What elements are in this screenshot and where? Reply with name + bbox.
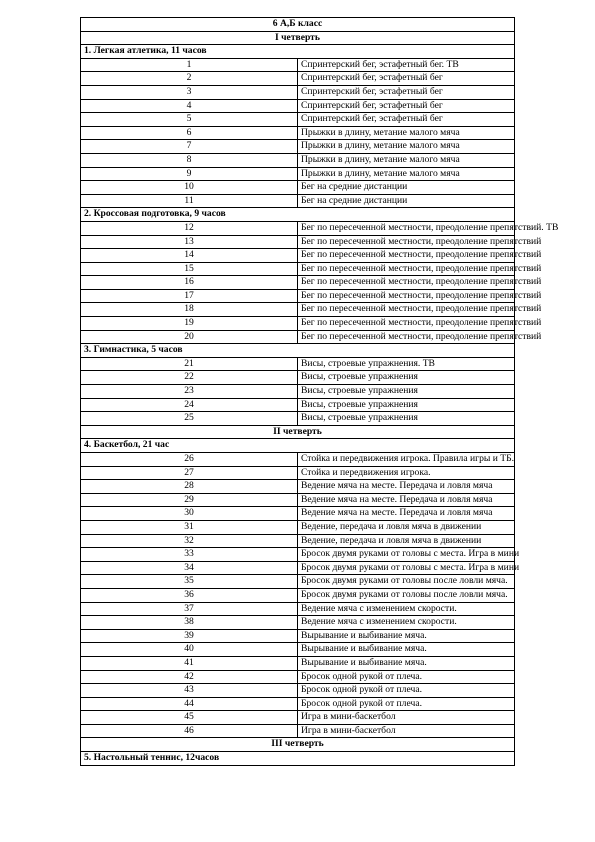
lesson-number: 19 [81, 317, 298, 331]
section-header-row [81, 344, 515, 358]
lesson-number: 38 [81, 616, 298, 630]
table-row [81, 317, 515, 331]
lesson-number: 20 [81, 330, 298, 344]
quarter-header: I четверть [81, 31, 515, 45]
table-row [81, 289, 515, 303]
table-row [81, 466, 515, 480]
lesson-number: 33 [81, 548, 298, 562]
lesson-topic: Бег по пересеченной местности, преодоление препятствий. ТВ [298, 221, 515, 235]
lesson-number: 23 [81, 385, 298, 399]
lesson-number: 24 [81, 398, 298, 412]
lesson-number: 41 [81, 656, 298, 670]
lesson-number: 28 [81, 480, 298, 494]
lesson-number: 17 [81, 289, 298, 303]
section-header: 5. Настольный теннис, 12часов [81, 752, 515, 766]
lesson-plan-sheet [80, 17, 559, 766]
table-row [81, 249, 515, 263]
lesson-number: 14 [81, 249, 298, 263]
table-row [81, 385, 515, 399]
section-header-row [81, 45, 515, 59]
lesson-number: 34 [81, 561, 298, 575]
lesson-topic: Спринтерский бег, эстафетный бег [298, 72, 515, 86]
lesson-plan-table [80, 17, 559, 766]
lesson-number: 36 [81, 588, 298, 602]
lesson-number: 15 [81, 262, 298, 276]
lesson-topic: Бег на средние дистанции [298, 181, 515, 195]
table-row [81, 167, 515, 181]
lesson-topic: Вырывание и выбивание мяча. [298, 656, 515, 670]
lesson-number: 16 [81, 276, 298, 290]
lesson-number: 39 [81, 629, 298, 643]
lesson-topic: Бег по пересеченной местности, преодоление препятствий [298, 289, 515, 303]
quarter-header-row [81, 31, 515, 45]
table-row [81, 724, 515, 738]
table-row [81, 303, 515, 317]
lesson-number: 11 [81, 194, 298, 208]
table-row [81, 493, 515, 507]
table-row [81, 629, 515, 643]
lesson-number: 32 [81, 534, 298, 548]
lesson-number: 30 [81, 507, 298, 521]
table-row [81, 507, 515, 521]
lesson-topic: Бег по пересеченной местности, преодоление препятствий [298, 276, 515, 290]
lesson-number: 46 [81, 724, 298, 738]
lesson-topic: Висы, строевые упражнения [298, 398, 515, 412]
lesson-topic: Игра в мини-баскетбол [298, 724, 515, 738]
quarter-header-row [81, 425, 515, 439]
lesson-topic: Висы, строевые упражнения [298, 385, 515, 399]
table-row [81, 398, 515, 412]
lesson-topic: Прыжки в длину, метание малого мяча [298, 153, 515, 167]
lesson-topic: Ведение мяча с изменением скорости. [298, 602, 515, 616]
table-row [81, 602, 515, 616]
lesson-number: 40 [81, 643, 298, 657]
table-row [81, 357, 515, 371]
section-header: 2. Кроссовая подготовка, 9 часов [81, 208, 515, 222]
table-row [81, 520, 515, 534]
table-row [81, 262, 515, 276]
lesson-number: 5 [81, 113, 298, 127]
quarter-header: III четверть [81, 738, 515, 752]
section-header-row [81, 439, 515, 453]
lesson-topic: Бег по пересеченной местности, преодоление препятствий [298, 262, 515, 276]
lesson-topic: Бросок одной рукой от плеча. [298, 670, 515, 684]
lesson-number: 2 [81, 72, 298, 86]
class-title-row [81, 18, 515, 32]
table-row [81, 194, 515, 208]
table-row [81, 371, 515, 385]
lesson-topic: Спринтерский бег, эстафетный бег [298, 113, 515, 127]
lesson-topic: Ведение мяча на месте. Передача и ловля мяча [298, 480, 515, 494]
lesson-topic: Спринтерский бег, эстафетный бег. ТВ [298, 58, 515, 72]
lesson-topic: Висы, строевые упражнения [298, 412, 515, 426]
section-header-row [81, 752, 515, 766]
table-row [81, 113, 515, 127]
lesson-number: 10 [81, 181, 298, 195]
lesson-topic: Бег по пересеченной местности, преодоление препятствий [298, 303, 515, 317]
lesson-topic: Стойка и передвижения игрока. [298, 466, 515, 480]
table-row [81, 670, 515, 684]
lesson-number: 21 [81, 357, 298, 371]
table-row [81, 575, 515, 589]
lesson-number: 9 [81, 167, 298, 181]
lesson-topic: Висы, строевые упражнения [298, 371, 515, 385]
lesson-topic: Бросок двумя руками от головы с места. Игра в мини [298, 548, 515, 562]
lesson-number: 1 [81, 58, 298, 72]
lesson-topic: Бросок одной рукой от плеча. [298, 684, 515, 698]
table-row [81, 453, 515, 467]
lesson-number: 31 [81, 520, 298, 534]
lesson-topic: Бег по пересеченной местности, преодоление препятствий [298, 330, 515, 344]
class-title: 6 А,Б класс [81, 18, 515, 32]
lesson-number: 22 [81, 371, 298, 385]
table-row [81, 480, 515, 494]
lesson-topic: Стойка и передвижения игрока. Правила игры и ТБ. [298, 453, 515, 467]
lesson-number: 44 [81, 697, 298, 711]
lesson-number: 25 [81, 412, 298, 426]
table-row [81, 697, 515, 711]
lesson-topic: Игра в мини-баскетбол [298, 711, 515, 725]
lesson-number: 18 [81, 303, 298, 317]
lesson-number: 4 [81, 99, 298, 113]
lesson-plan-body [81, 18, 559, 766]
lesson-topic: Ведение мяча на месте. Передача и ловля мяча [298, 493, 515, 507]
lesson-topic: Прыжки в длину, метание малого мяча [298, 140, 515, 154]
table-row [81, 412, 515, 426]
lesson-number: 13 [81, 235, 298, 249]
table-row [81, 276, 515, 290]
lesson-topic: Висы, строевые упражнения. ТВ [298, 357, 515, 371]
table-row [81, 548, 515, 562]
table-row [81, 588, 515, 602]
lesson-number: 43 [81, 684, 298, 698]
table-row [81, 58, 515, 72]
table-row [81, 534, 515, 548]
table-row [81, 616, 515, 630]
lesson-number: 26 [81, 453, 298, 467]
lesson-topic: Бег на средние дистанции [298, 194, 515, 208]
lesson-number: 35 [81, 575, 298, 589]
table-row [81, 330, 515, 344]
quarter-header: II четверть [81, 425, 515, 439]
lesson-topic: Ведение, передача и ловля мяча в движении [298, 520, 515, 534]
table-row [81, 235, 515, 249]
table-row [81, 126, 515, 140]
lesson-topic: Спринтерский бег, эстафетный бег [298, 99, 515, 113]
lesson-topic: Бег по пересеченной местности, преодоление препятствий [298, 317, 515, 331]
lesson-topic: Ведение мяча на месте. Передача и ловля мяча [298, 507, 515, 521]
lesson-topic: Бросок двумя руками от головы после ловли мяча. [298, 588, 515, 602]
table-row [81, 153, 515, 167]
lesson-number: 45 [81, 711, 298, 725]
lesson-number: 12 [81, 221, 298, 235]
table-row [81, 684, 515, 698]
table-row [81, 85, 515, 99]
table-row [81, 561, 515, 575]
lesson-number: 6 [81, 126, 298, 140]
lesson-topic: Бросок двумя руками от головы после ловли мяча. [298, 575, 515, 589]
table-row [81, 72, 515, 86]
table-row [81, 181, 515, 195]
lesson-number: 7 [81, 140, 298, 154]
table-row [81, 656, 515, 670]
lesson-topic: Бег по пересеченной местности, преодоление препятствий [298, 249, 515, 263]
lesson-topic: Ведение мяча с изменением скорости. [298, 616, 515, 630]
table-row [81, 221, 515, 235]
table-row [81, 140, 515, 154]
lesson-number: 3 [81, 85, 298, 99]
table-row [81, 711, 515, 725]
quarter-header-row [81, 738, 515, 752]
lesson-topic: Вырывание и выбивание мяча. [298, 643, 515, 657]
lesson-number: 8 [81, 153, 298, 167]
lesson-number: 27 [81, 466, 298, 480]
lesson-topic: Спринтерский бег, эстафетный бег [298, 85, 515, 99]
lesson-topic: Бросок одной рукой от плеча. [298, 697, 515, 711]
lesson-topic: Бросок двумя руками от головы с места. Игра в мини [298, 561, 515, 575]
lesson-number: 37 [81, 602, 298, 616]
lesson-topic: Бег по пересеченной местности, преодоление препятствий [298, 235, 515, 249]
lesson-topic: Прыжки в длину, метание малого мяча [298, 126, 515, 140]
lesson-topic: Вырывание и выбивание мяча. [298, 629, 515, 643]
section-header-row [81, 208, 515, 222]
lesson-topic: Ведение, передача и ловля мяча в движении [298, 534, 515, 548]
lesson-number: 42 [81, 670, 298, 684]
section-header: 1. Легкая атлетика, 11 часов [81, 45, 515, 59]
table-row [81, 99, 515, 113]
lesson-topic: Прыжки в длину, метание малого мяча [298, 167, 515, 181]
section-header: 4. Баскетбол, 21 час [81, 439, 515, 453]
lesson-number: 29 [81, 493, 298, 507]
section-header: 3. Гимнастика, 5 часов [81, 344, 515, 358]
table-row [81, 643, 515, 657]
